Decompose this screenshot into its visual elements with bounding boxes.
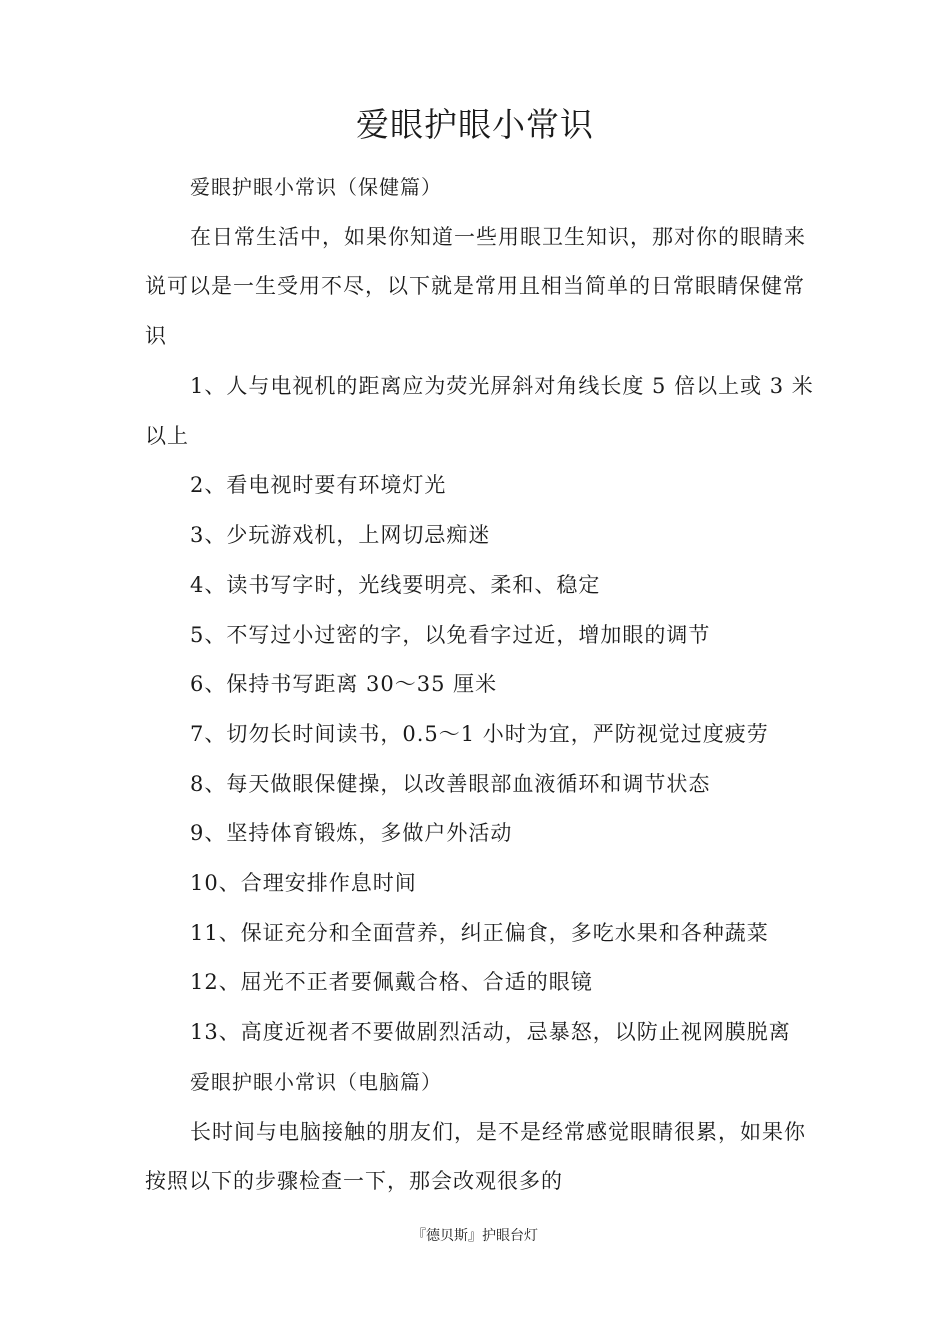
intro-line-3: 识 [145, 324, 167, 348]
tip-item-1-continued: 以上 [145, 424, 189, 448]
intro-line-2: 说可以是一生受用不尽，以下就是常用且相当简单的日常眼睛保健常 [145, 274, 805, 298]
section-heading-health: 爱眼护眼小常识（保健篇） [190, 175, 442, 199]
tip-item-3: 3、少玩游戏机，上网切忌痴迷 [190, 523, 491, 547]
tip-item-2: 2、看电视时要有环境灯光 [190, 473, 447, 497]
tip-item-5: 5、不写过小过密的字，以免看字过近，增加眼的调节 [190, 623, 711, 647]
computer-intro-line-2: 按照以下的步骤检查一下，那会改观很多的 [145, 1169, 563, 1193]
tip-item-1: 1、人与电视机的距离应为荧光屏斜对角线长度 5 倍以上或 3 米 [190, 374, 814, 398]
page-footer: 『德贝斯』护眼台灯 [412, 1228, 538, 1244]
page-title: 爱眼护眼小常识 [356, 105, 594, 144]
tip-item-9: 9、坚持体育锻炼，多做户外活动 [190, 821, 513, 845]
tip-item-6: 6、保持书写距离 30～35 厘米 [190, 672, 498, 696]
tip-item-8: 8、每天做眼保健操，以改善眼部血液循环和调节状态 [190, 772, 711, 796]
section-heading-computer: 爱眼护眼小常识（电脑篇） [190, 1070, 442, 1094]
intro-line-1: 在日常生活中，如果你知道一些用眼卫生知识，那对你的眼睛来 [190, 225, 806, 249]
computer-intro-line-1: 长时间与电脑接触的朋友们，是不是经常感觉眼睛很累，如果你 [190, 1120, 806, 1144]
tip-item-10: 10、合理安排作息时间 [190, 871, 417, 895]
tip-item-12: 12、屈光不正者要佩戴合格、合适的眼镜 [190, 970, 593, 994]
tip-item-7: 7、切勿长时间读书，0.5～1 小时为宜，严防视觉过度疲劳 [190, 722, 769, 746]
tip-item-11: 11、保证充分和全面营养，纠正偏食，多吃水果和各种蔬菜 [190, 921, 769, 945]
tip-item-4: 4、读书写字时，光线要明亮、柔和、稳定 [190, 573, 601, 597]
tip-item-13: 13、高度近视者不要做剧烈活动，忌暴怒，以防止视网膜脱离 [190, 1020, 791, 1044]
